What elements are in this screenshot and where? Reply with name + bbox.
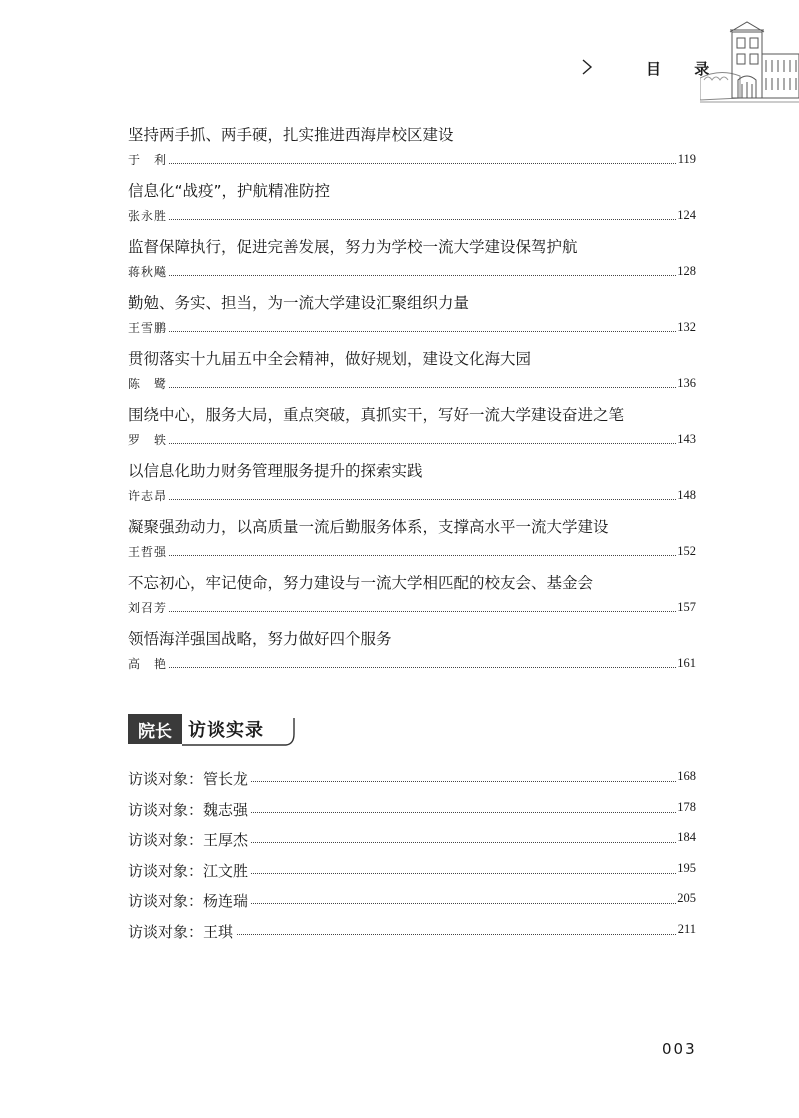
entry-author: 王雪鹏: [128, 321, 168, 335]
entry-author: 张永胜: [128, 209, 168, 223]
entry-author: 罗 轶: [128, 433, 168, 447]
interview-entry[interactable]: [128, 860, 696, 891]
interview-entry[interactable]: [128, 829, 696, 860]
toc-entry[interactable]: [128, 571, 696, 627]
dot-leader: [128, 275, 696, 276]
section-tag: 院长: [128, 714, 182, 744]
interview-label: 访谈对象：杨连瑞: [128, 890, 251, 911]
entry-title: 不忘初心，牢记使命，努力建设与一流大学相匹配的校友会、基金会: [128, 574, 594, 592]
entry-author: 王哲强: [128, 545, 168, 559]
entry-page: 128: [677, 264, 696, 278]
interview-page: 168: [677, 769, 696, 783]
entry-title: 信息化“战疫”，护航精准防控: [128, 182, 331, 200]
entry-author: 刘召芳: [128, 601, 168, 615]
dot-leader: [128, 667, 696, 668]
entry-author: 高 艳: [128, 657, 168, 671]
toc-entry[interactable]: [128, 123, 696, 179]
interview-label: 访谈对象：魏志强: [128, 799, 251, 820]
entry-title: 坚持两手抓、两手硬，扎实推进西海岸校区建设: [128, 126, 454, 144]
entry-page: 152: [677, 544, 696, 558]
entry-author: 于 利: [128, 153, 168, 167]
entry-title: 领悟海洋强国战略，努力做好四个服务: [128, 630, 392, 648]
dot-leader: [128, 387, 696, 388]
entry-page: 148: [677, 488, 696, 502]
entry-author: 许志昂: [128, 489, 168, 503]
toc-entry[interactable]: [128, 179, 696, 235]
interview-page: 178: [677, 799, 696, 814]
interview-page: 184: [677, 830, 696, 844]
toc-entry[interactable]: [128, 515, 696, 571]
interview-page: 195: [677, 860, 696, 875]
toc-entry[interactable]: [128, 347, 696, 403]
dot-leader: [128, 555, 696, 556]
dot-leader: [128, 611, 696, 612]
section-heading: [128, 714, 298, 746]
entry-page: 136: [677, 376, 696, 390]
toc-entry[interactable]: [128, 459, 696, 515]
entry-title: 勤勉、务实、担当，为一流大学建设汇聚组织力量: [128, 294, 470, 312]
interview-label: 访谈对象：管长龙: [128, 768, 251, 789]
dot-leader: [128, 499, 696, 500]
page-header: [0, 0, 799, 110]
chevron-right-icon: [580, 58, 594, 76]
header-title: 目 录: [646, 60, 724, 78]
entry-page: 132: [677, 320, 696, 334]
entry-page: 161: [677, 656, 696, 670]
entry-title: 监督保障执行，促进完善发展，努力为学校一流大学建设保驾护航: [128, 238, 578, 256]
entry-title: 凝聚强劲动力，以高质量一流后勤服务体系，支撑高水平一流大学建设: [128, 518, 609, 536]
toc-entry[interactable]: [128, 403, 696, 459]
toc-entry[interactable]: [128, 627, 696, 683]
interview-label: 访谈对象：王琪: [128, 921, 236, 942]
entry-author: 蒋秋飚: [128, 265, 168, 279]
dot-leader: [128, 331, 696, 332]
interview-label: 访谈对象：王厚杰: [128, 829, 251, 850]
toc-entry[interactable]: [128, 235, 696, 291]
toc-entry[interactable]: [128, 291, 696, 347]
dot-leader: [128, 219, 696, 220]
interview-entry[interactable]: [128, 921, 696, 952]
entry-page: 119: [677, 152, 696, 166]
interview-list: [128, 768, 696, 951]
section-title: 访谈实录: [188, 720, 264, 741]
entry-page: 157: [677, 600, 696, 614]
interview-entry[interactable]: [128, 799, 696, 830]
entry-page: 124: [677, 208, 696, 222]
entry-title: 贯彻落实十九届五中全会精神，做好规划，建设文化海大园: [128, 350, 532, 368]
interview-page: 211: [677, 921, 696, 936]
interview-label: 访谈对象：江文胜: [128, 860, 251, 881]
building-sketch-icon: [700, 18, 799, 108]
toc-entries: [128, 123, 696, 683]
entry-title: 围绕中心，服务大局，重点突破，真抓实干，写好一流大学建设奋进之笔: [128, 406, 625, 424]
entry-author: 陈 鹭: [128, 377, 168, 391]
dot-leader: [128, 163, 696, 164]
entry-page: 143: [677, 432, 696, 446]
entry-title: 以信息化助力财务管理服务提升的探索实践: [128, 462, 423, 480]
interview-entry[interactable]: [128, 890, 696, 921]
page-number: 003: [662, 1040, 697, 1058]
interview-page: 205: [677, 891, 696, 905]
dot-leader: [128, 443, 696, 444]
interview-entry[interactable]: [128, 768, 696, 799]
